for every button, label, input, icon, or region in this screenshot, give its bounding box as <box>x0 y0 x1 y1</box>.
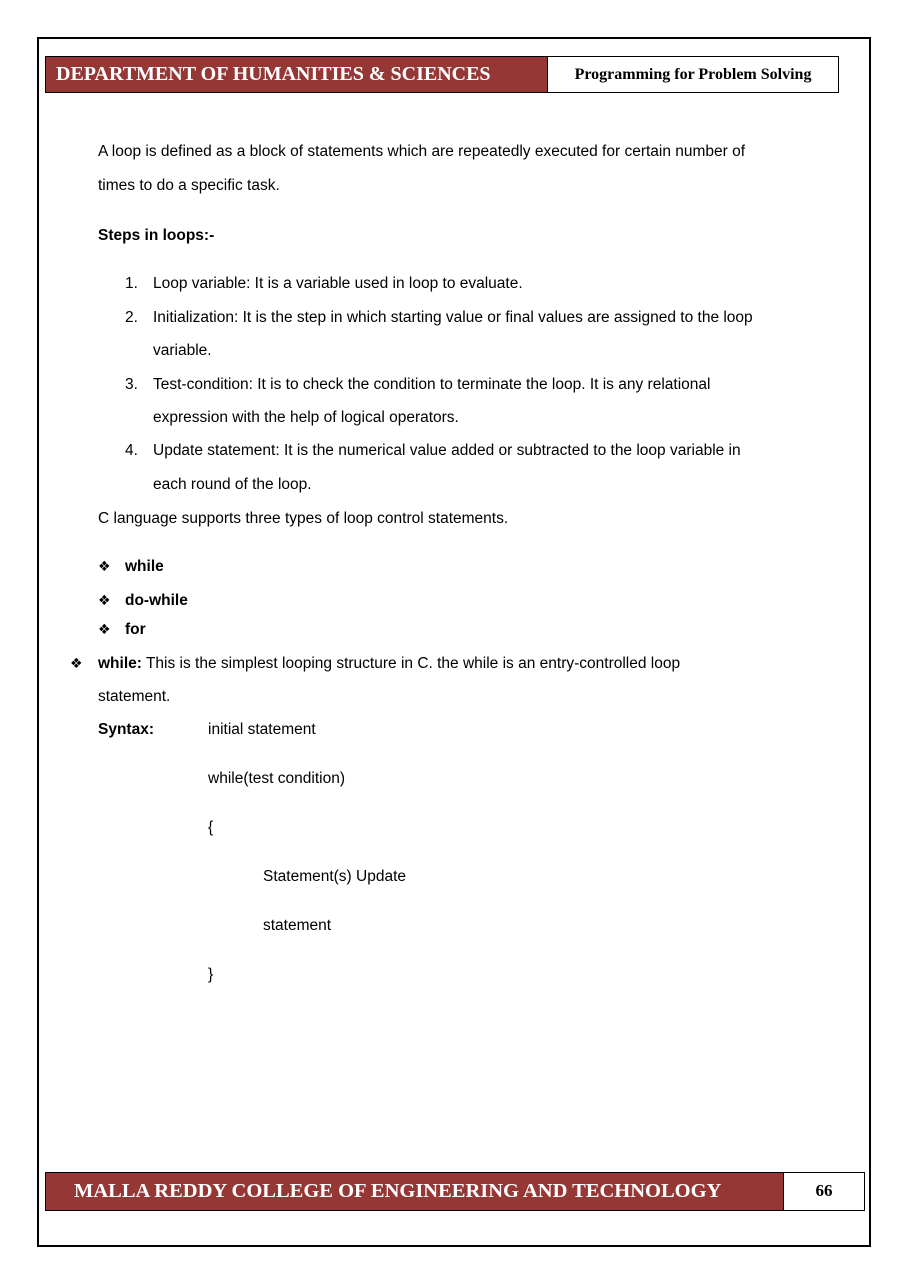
syntax-line: initial statement <box>208 721 316 738</box>
diamond-bullet-icon: ❖ <box>98 593 111 609</box>
intro-text-line-1: A loop is defined as a block of statements which are repeatedly executed for certain number of <box>98 143 746 160</box>
subject-title: Programming for Problem Solving <box>547 57 838 92</box>
step-text-continued: expression with the help of logical operators. <box>153 409 459 426</box>
step-number: 1. <box>125 275 138 292</box>
step-text: Loop variable: It is a variable used in loop to evaluate. <box>153 275 523 292</box>
syntax-line: { <box>208 819 214 836</box>
diamond-bullet-icon: ❖ <box>98 559 111 575</box>
loop-type-item: do-while <box>125 592 188 609</box>
page-number: 66 <box>783 1173 864 1210</box>
steps-heading: Steps in loops:- <box>98 227 215 244</box>
while-description-line-1 <box>98 655 680 673</box>
step-number: 4. <box>125 442 138 459</box>
syntax-line: while(test condition) <box>208 770 345 787</box>
while-description-line-2: statement. <box>98 688 171 705</box>
while-term: while: <box>98 655 142 672</box>
step-text-continued: each round of the loop. <box>153 476 312 493</box>
step-number: 2. <box>125 309 138 326</box>
while-description-text: This is the simplest looping structure in C. the while is an entry-controlled loop <box>145 655 681 672</box>
syntax-label: Syntax: <box>98 721 154 738</box>
page-border <box>37 37 871 1247</box>
step-text: Update statement: It is the numerical value added or subtracted to the loop variable in <box>153 442 741 459</box>
department-title: DEPARTMENT OF HUMANITIES & SCIENCES <box>46 57 547 92</box>
intro-text-line-2: times to do a specific task. <box>98 177 280 194</box>
step-text: Initialization: It is the step in which starting value or final values are assigned to the loop <box>153 309 753 326</box>
diamond-bullet-icon: ❖ <box>98 622 111 638</box>
college-name: MALLA REDDY COLLEGE OF ENGINEERING AND TECHNOLOGY <box>46 1173 783 1210</box>
syntax-line: Statement(s) Update <box>263 868 407 885</box>
syntax-line: } <box>208 966 214 983</box>
page-footer <box>45 1172 865 1211</box>
diamond-bullet-icon: ❖ <box>70 656 83 672</box>
step-text-continued: variable. <box>153 342 212 359</box>
loop-type-item: for <box>125 621 146 638</box>
loop-type-item: while <box>125 558 164 575</box>
step-number: 3. <box>125 376 138 393</box>
syntax-line: statement <box>263 917 332 934</box>
loop-types-intro: C language supports three types of loop control statements. <box>98 510 509 527</box>
step-text: Test-condition: It is to check the condition to terminate the loop. It is any relational <box>153 376 711 393</box>
page-header <box>45 56 839 93</box>
